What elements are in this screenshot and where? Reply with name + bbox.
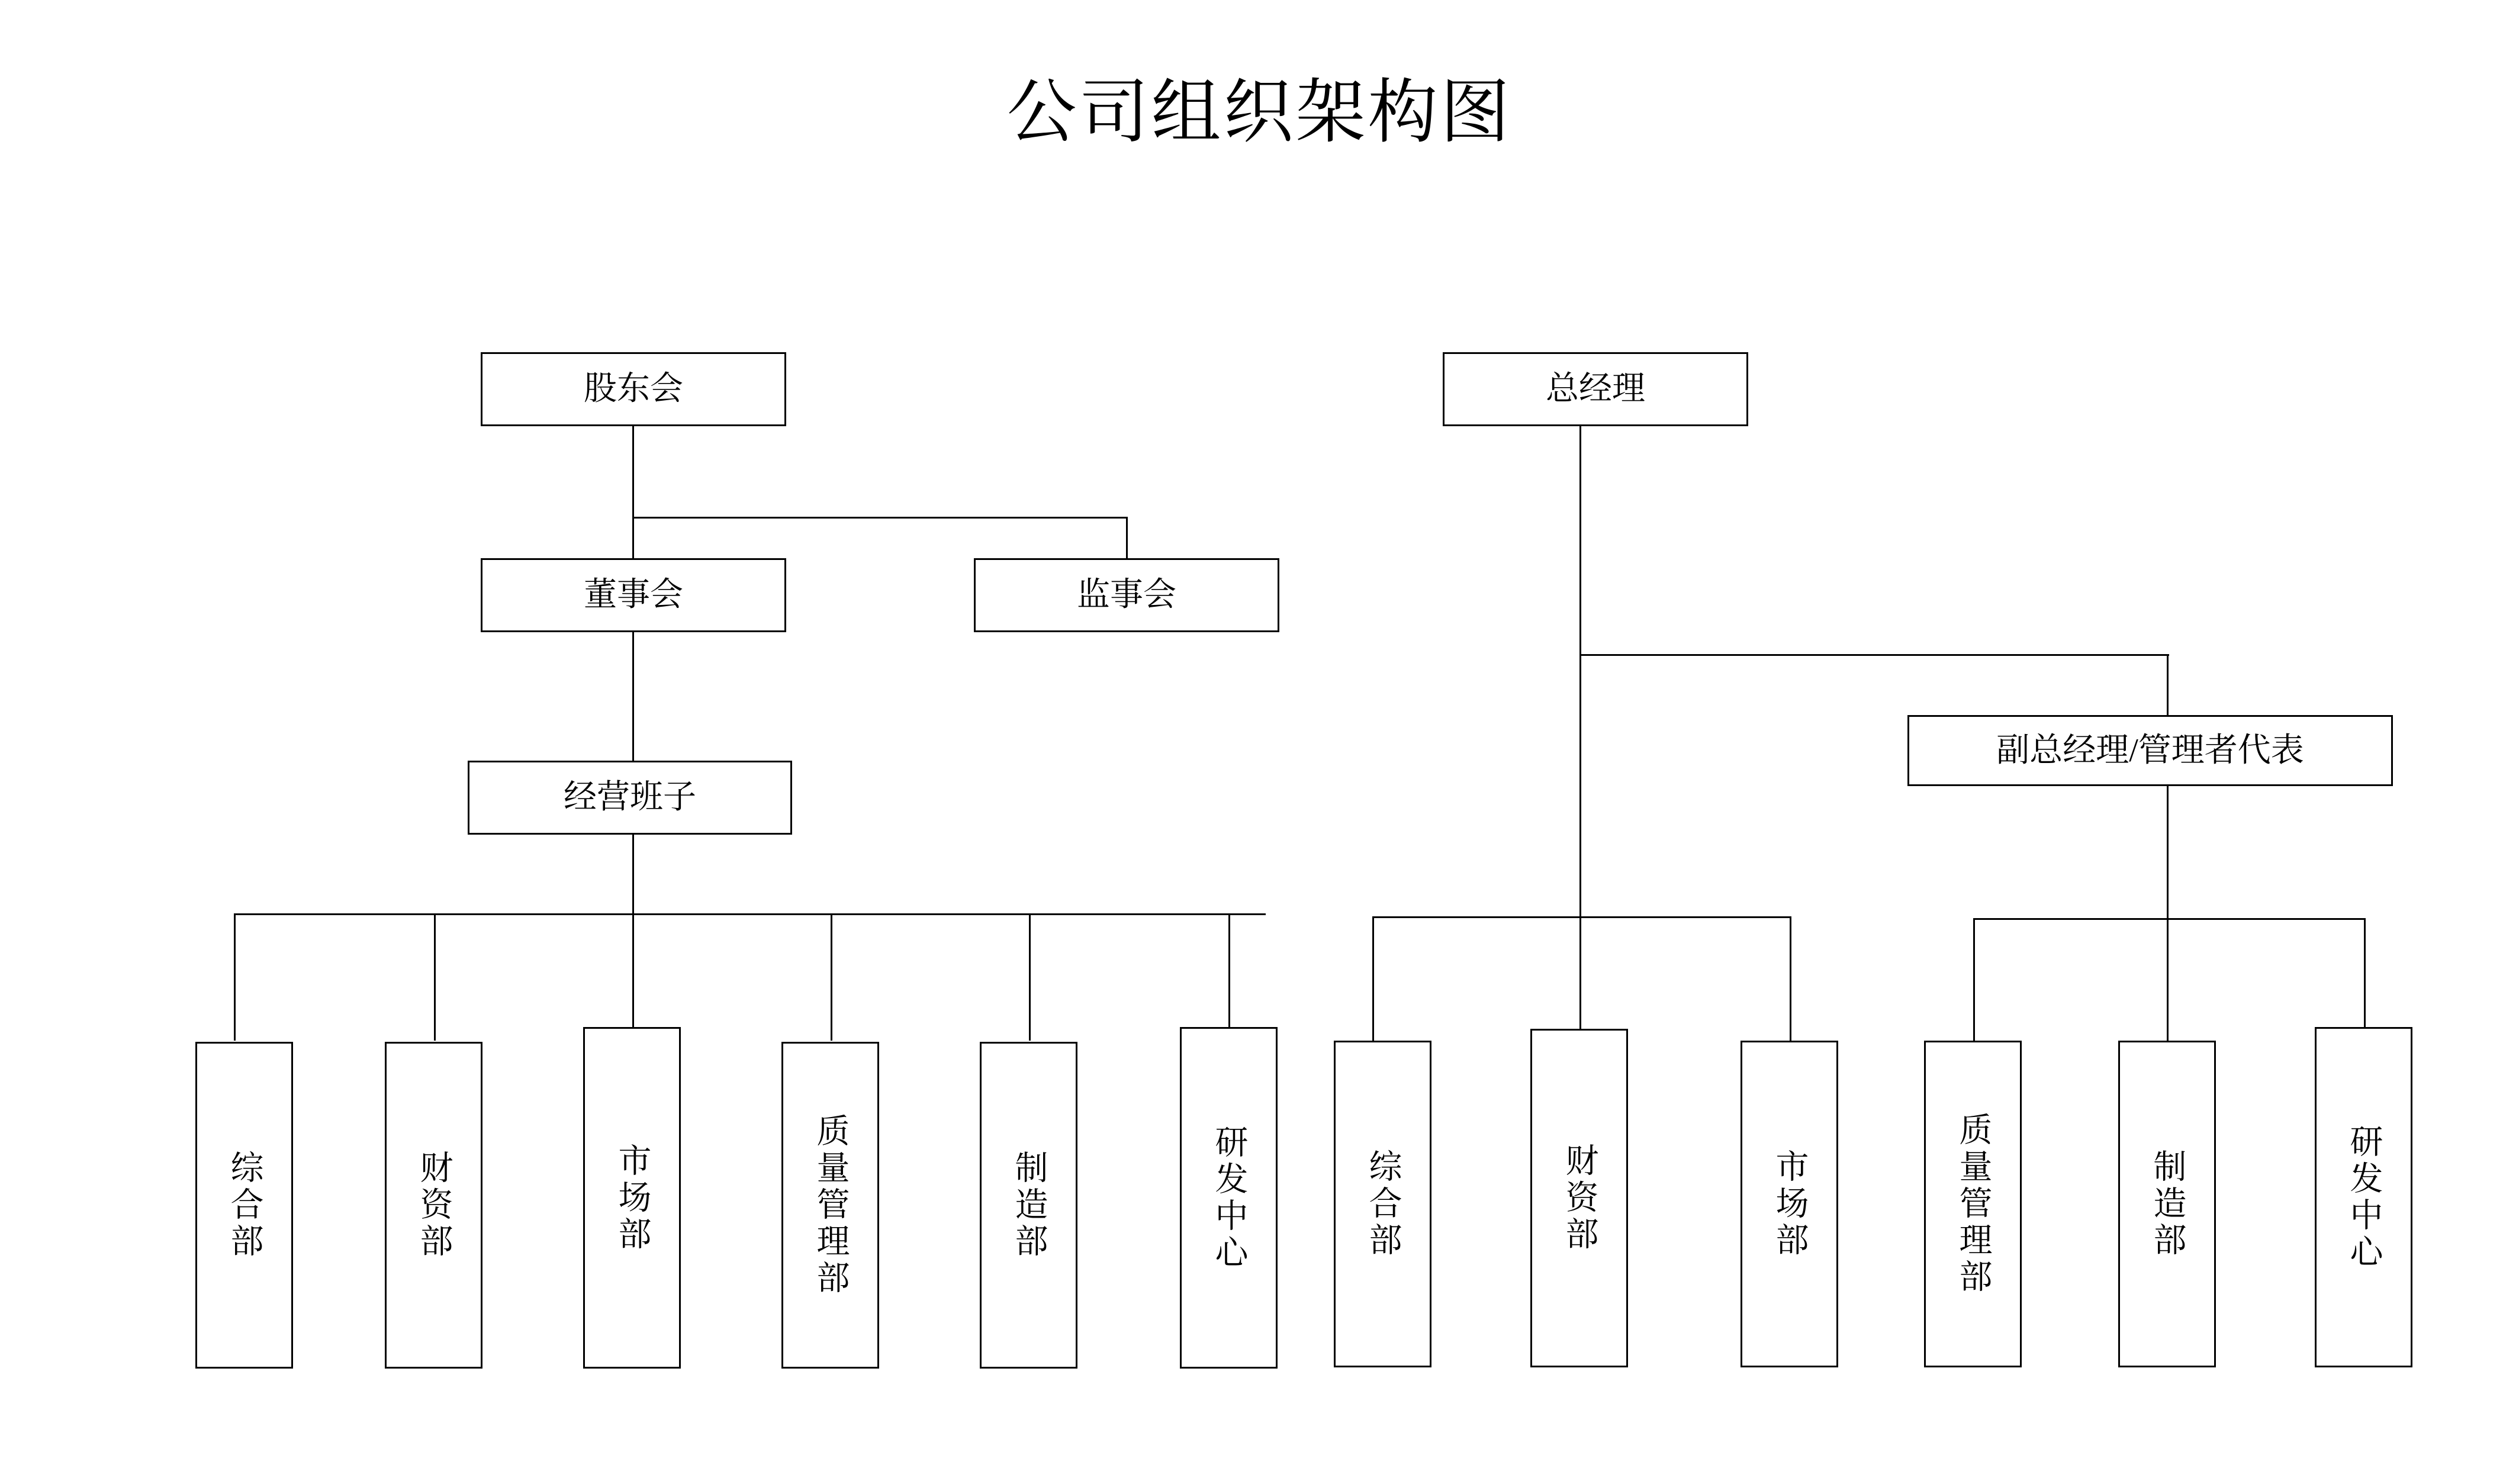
connector: [1579, 654, 2169, 656]
connector: [1372, 916, 1791, 918]
connector: [234, 913, 1266, 915]
node-dept-marketing-right: [1741, 1041, 1838, 1367]
node-label: 综合部: [226, 1150, 263, 1260]
node-dept-manufacturing-right: [2118, 1041, 2216, 1367]
node-dept-quality-management-right: [1924, 1041, 2022, 1367]
node-label: 财资部: [1561, 1143, 1598, 1253]
node-board-of-directors: [481, 558, 786, 632]
node-label: 研发中心: [1210, 1124, 1247, 1271]
node-supervisory-board: [974, 558, 1279, 632]
node-label: 总经理: [1546, 371, 1645, 408]
node-dept-general-affairs-left: [195, 1042, 293, 1369]
node-general-manager: [1443, 352, 1748, 426]
connector: [1973, 918, 2366, 920]
node-label: 综合部: [1364, 1149, 1401, 1259]
node-label: 副总经理/管理者代表: [1996, 732, 2304, 769]
node-dept-manufacturing-left: [980, 1042, 1077, 1369]
node-dept-finance-right: [1530, 1029, 1628, 1367]
node-label: 制造部: [1010, 1150, 1047, 1260]
connector: [2167, 786, 2169, 919]
node-label: 董事会: [584, 577, 683, 614]
connector: [1372, 916, 1374, 1041]
connector: [1228, 913, 1230, 1041]
connector: [1029, 913, 1031, 1041]
connector: [632, 426, 634, 518]
connector: [1973, 918, 1975, 1041]
node-label: 监事会: [1077, 577, 1176, 614]
node-label: 质量管理部: [1954, 1112, 1992, 1296]
connector: [2167, 918, 2169, 1041]
node-label: 经营班子: [564, 779, 696, 816]
node-label: 市场部: [1771, 1149, 1808, 1259]
connector: [1579, 916, 1581, 1041]
node-label: 财资部: [415, 1150, 452, 1260]
connector: [831, 913, 832, 1041]
node-deputy-general-manager: [1907, 715, 2393, 786]
connector: [2167, 654, 2169, 719]
node-dept-rd-center-right: [2315, 1027, 2412, 1367]
connector: [434, 913, 436, 1041]
connector: [632, 913, 634, 1041]
connector: [632, 632, 634, 765]
node-label: 市场部: [613, 1142, 651, 1253]
node-label: 股东会: [584, 371, 683, 408]
node-label: 制造部: [2148, 1149, 2186, 1259]
node-dept-rd-center-left: [1180, 1027, 1278, 1369]
connector: [632, 835, 634, 915]
node-dept-marketing-left: [583, 1027, 681, 1369]
connector: [1790, 916, 1791, 1041]
node-dept-finance-left: [385, 1042, 482, 1369]
page-title: 公司组织架构图: [1006, 74, 1513, 152]
node-label: 质量管理部: [812, 1113, 849, 1297]
node-label: 研发中心: [2345, 1124, 2382, 1271]
connector: [2364, 918, 2366, 1041]
node-shareholders-meeting: [481, 352, 786, 426]
connector: [1579, 426, 1581, 918]
node-dept-quality-management-left: [781, 1042, 879, 1369]
node-management-team: [468, 761, 792, 835]
connector: [632, 517, 1128, 519]
node-dept-general-affairs-right: [1334, 1041, 1431, 1367]
connector: [234, 913, 236, 1041]
